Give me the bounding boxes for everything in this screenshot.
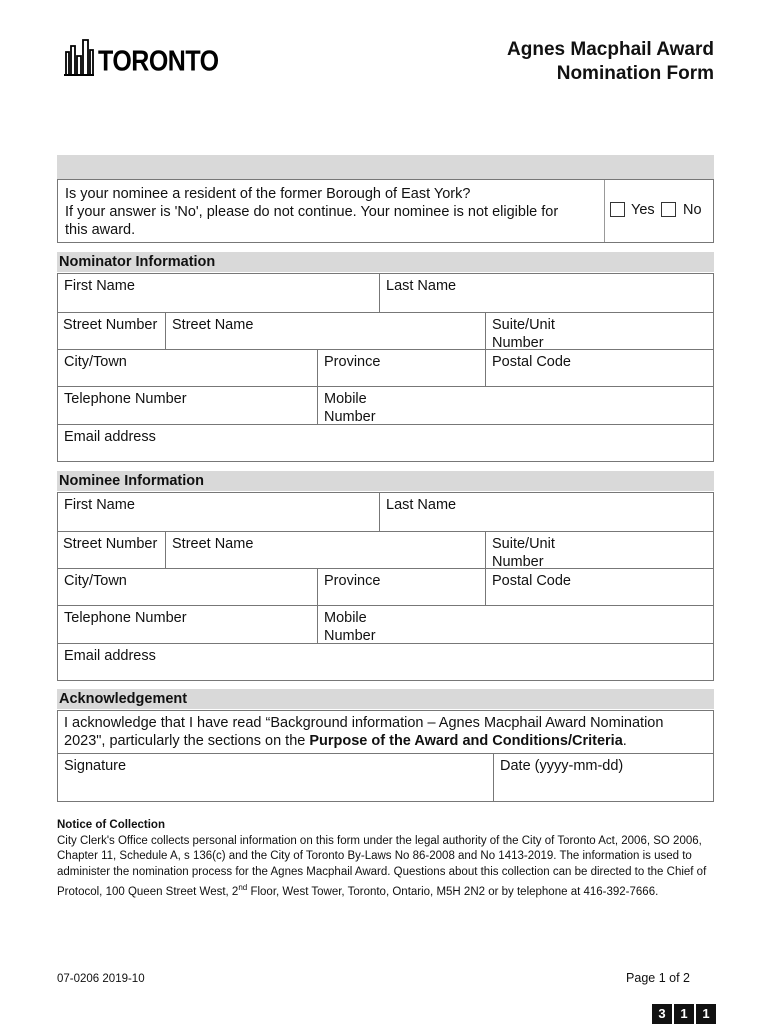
logo-text: TORONTO: [98, 44, 219, 78]
field-label: Street Name: [172, 536, 254, 552]
nominee-section-title: Nominee Information: [57, 471, 714, 491]
no-label: No: [683, 202, 702, 218]
nominee-email-field[interactable]: [58, 644, 714, 681]
field-label: Signature: [64, 758, 127, 774]
field-label: Postal Code: [492, 354, 571, 370]
document-title: [507, 38, 714, 86]
yes-checkbox[interactable]: [610, 202, 625, 217]
field-label: Postal Code: [492, 573, 571, 589]
nominee-last-name-field[interactable]: [380, 493, 714, 532]
nominator-city-field[interactable]: [58, 350, 318, 387]
city-hall-logo-icon: [64, 38, 94, 76]
311-badge: [652, 1004, 716, 1024]
nominator-telephone-field[interactable]: [58, 387, 318, 425]
nominator-email-field[interactable]: [58, 425, 714, 462]
field-label: Street Name: [172, 317, 254, 333]
nominee-suite-field[interactable]: [486, 532, 714, 569]
form-code: 07-0206 2019-10: [57, 973, 145, 985]
nominator-province-field[interactable]: [318, 350, 486, 387]
question-line-2: If your answer is 'No', please do not continue. Your nominee is not eligible for: [65, 204, 559, 220]
no-checkbox[interactable]: [661, 202, 676, 217]
yes-label: Yes: [631, 202, 655, 218]
field-label: Last Name: [386, 497, 457, 513]
field-label: City/Town: [64, 354, 127, 370]
acknowledgement-bold-text: Purpose of the Award and Conditions/Criteria: [309, 733, 623, 749]
acknowledgement-statement: [58, 711, 714, 754]
date-field[interactable]: [494, 754, 714, 802]
notice-body: [57, 834, 717, 901]
field-label: First Name: [64, 497, 135, 513]
nominee-postal-code-field[interactable]: [486, 569, 714, 606]
nominator-street-name-field[interactable]: [166, 313, 486, 350]
field-label: First Name: [64, 278, 135, 294]
question-line-1: Is your nominee a resident of the former Borough of East York?: [65, 186, 471, 202]
nominee-box: [57, 492, 714, 681]
field-label: Telephone Number: [64, 391, 187, 407]
nominator-street-number-field[interactable]: [58, 313, 166, 350]
notice-text-end: Floor, West Tower, Toronto, Ontario, M5H 2N2 or by telephone at 416-392-7666.: [247, 885, 659, 898]
badge-digit: 3: [652, 1004, 672, 1024]
field-label: Province: [324, 573, 381, 589]
nominator-suite-field[interactable]: [486, 313, 714, 350]
page-number: Page 1 of 2: [626, 971, 690, 985]
field-label: Number: [492, 554, 544, 570]
eligibility-question: [65, 185, 595, 239]
field-label: Mobile: [324, 610, 367, 626]
signature-field[interactable]: [58, 754, 494, 802]
nominee-first-name-field[interactable]: [58, 493, 380, 532]
field-label: Mobile: [324, 391, 367, 407]
field-label: City/Town: [64, 573, 127, 589]
field-label: Email address: [64, 429, 156, 445]
nominee-mobile-field[interactable]: [318, 606, 714, 644]
acknowledgement-text: I acknowledge that I have read “Background information – Agnes Macphail Award Nomination 2023", particularly the sections on the: [64, 715, 664, 749]
field-label: Date (yyyy-mm-dd): [500, 758, 624, 774]
badge-digit: 1: [674, 1004, 694, 1024]
notice-superscript: nd: [238, 883, 248, 892]
field-label: Street Number: [63, 317, 158, 333]
field-label: Province: [324, 354, 381, 370]
acknowledgement-section-title: Acknowledgement: [57, 689, 714, 709]
toronto-logo: [64, 36, 219, 76]
nominator-last-name-field[interactable]: [380, 274, 714, 313]
field-label: Suite/Unit: [492, 317, 555, 333]
acknowledgement-box: [57, 710, 714, 802]
nominee-street-name-field[interactable]: [166, 532, 486, 569]
field-label: Number: [324, 628, 376, 644]
nominee-province-field[interactable]: [318, 569, 486, 606]
notice-title: Notice of Collection: [57, 819, 165, 831]
notice-of-collection: [57, 818, 717, 900]
notice-text: City Clerk's Office collects personal information on this form under the legal authority of the City of Toronto Act, 2006, SO 2006, Chapter 11, Schedule A, s 136(c) and the City of Toronto By-Laws No 86-2008 and No 1413-2019. The information is used to administer the nomination process for the Agnes Macphail Award. Questions about this collection can be directed to the Chief of Protocol, 100 Queen Street West, 2: [57, 834, 707, 898]
nominator-box: [57, 273, 714, 462]
field-label: Number: [492, 335, 544, 351]
nominator-section-title: Nominator Information: [57, 252, 714, 272]
field-label: Email address: [64, 648, 156, 664]
acknowledgement-text-end: .: [622, 733, 627, 749]
title-line-2: Nomination Form: [556, 63, 714, 84]
nominator-mobile-field[interactable]: [318, 387, 714, 425]
title-line-1: Agnes Macphail Award: [507, 39, 714, 60]
nominee-telephone-field[interactable]: [58, 606, 318, 644]
question-line-3: this award.: [65, 222, 136, 238]
badge-digit: 1: [696, 1004, 716, 1024]
field-label: Suite/Unit: [492, 536, 555, 552]
field-label: Street Number: [63, 536, 158, 552]
field-label: Last Name: [386, 278, 457, 294]
field-label: Number: [324, 409, 376, 425]
nominator-first-name-field[interactable]: [58, 274, 380, 313]
top-divider-bar: [57, 155, 714, 179]
nominator-postal-code-field[interactable]: [486, 350, 714, 387]
nominee-city-field[interactable]: [58, 569, 318, 606]
nominee-street-number-field[interactable]: [58, 532, 166, 569]
field-label: Telephone Number: [64, 610, 187, 626]
